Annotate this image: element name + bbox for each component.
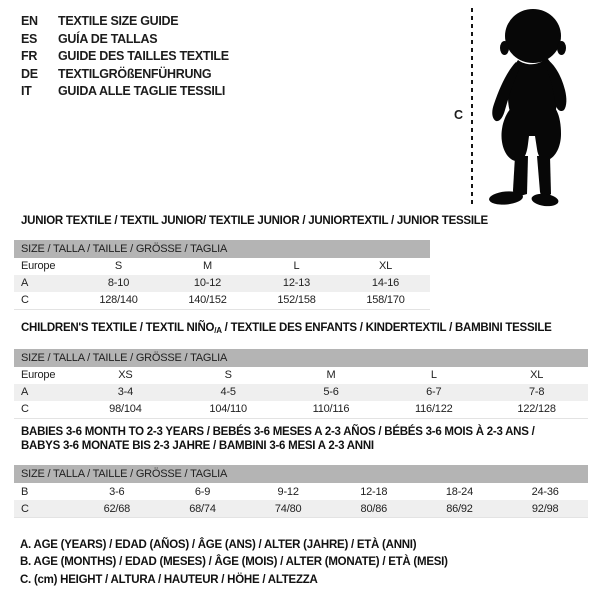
size-cell: 62/68 — [74, 500, 160, 518]
size-cell: 122/128 — [517, 403, 556, 415]
toddler-right-foot — [531, 192, 559, 207]
size-cell: XL — [530, 369, 544, 381]
size-cell: L — [293, 260, 300, 272]
toddler-right-leg — [537, 156, 551, 198]
size-cell: S — [114, 260, 123, 272]
legend-line-b: B. AGE (MONTHS) / EDAD (MESES) / ÂGE (MOIS) / ALTER (MONATE) / ETÀ (MESI) — [20, 556, 448, 569]
children-size-table — [14, 349, 588, 419]
children-title-part: CHILDREN'S TEXTILE / TEXTIL NIÑO — [21, 322, 215, 334]
table-row — [14, 401, 588, 419]
size-cell: 12-18 — [360, 485, 388, 498]
children-section — [14, 322, 588, 419]
language-code: FR — [21, 49, 38, 64]
size-cell: 86/92 — [417, 500, 503, 518]
size-cell: 12-13 — [252, 275, 341, 292]
size-header-row — [14, 465, 588, 483]
babies-title-line: BABYS 3-6 MONATE BIS 2-3 JAHRE / BAMBINI 3-6 MESI A 2-3 ANNI — [21, 439, 374, 452]
size-cell: 5-6 — [280, 384, 383, 401]
size-cell: 18-24 — [445, 485, 474, 498]
size-cell: 92/98 — [502, 500, 588, 518]
size-cell: M — [326, 369, 336, 381]
size-cell: 110/116 — [312, 403, 350, 415]
size-cell: 98/104 — [109, 403, 142, 415]
language-code: EN — [21, 14, 38, 28]
children-table-title — [21, 322, 588, 338]
size-cell: 10-12 — [163, 275, 252, 292]
toddler-left-leg — [513, 156, 528, 196]
language-title-list — [21, 13, 229, 101]
row-label: B — [21, 485, 29, 498]
size-cell: 24-36 — [531, 485, 559, 498]
junior-size-table — [14, 240, 430, 310]
language-title: TEXTILE SIZE GUIDE — [58, 14, 179, 28]
size-cell: 8-10 — [74, 275, 163, 292]
language-code: DE — [21, 66, 38, 81]
size-header-cell: SIZE / TALLA / TAILLE / GRÖSSE / TAGLIA — [14, 240, 430, 258]
toddler-silhouette — [482, 8, 574, 208]
legend — [20, 537, 448, 589]
language-title: GUIDE DES TAILLES TEXTILE — [58, 49, 229, 64]
size-cell: 158/170 — [366, 294, 405, 306]
table-row — [14, 258, 430, 275]
size-cell: 104/110 — [209, 403, 247, 415]
babies-size-table — [14, 465, 588, 518]
children-title-part: / TEXTILE DES ENFANTS / KINDERTEXTIL / BAMBINI TESSILE — [221, 322, 552, 334]
children-title-subscript: /A — [214, 326, 222, 335]
toddler-shorts — [501, 108, 561, 161]
babies-section — [14, 426, 588, 518]
size-cell: 6-7 — [382, 384, 485, 401]
table-row — [14, 275, 430, 292]
size-cell: 74/80 — [245, 500, 331, 518]
size-cell: 152/158 — [277, 294, 316, 306]
row-label: A — [14, 384, 74, 401]
row-label: A — [14, 275, 74, 292]
toddler-head — [505, 9, 561, 63]
size-cell: 3-4 — [74, 384, 177, 401]
row-label: Europe — [21, 260, 56, 272]
size-cell: 4-5 — [177, 384, 280, 401]
table-row — [14, 483, 588, 500]
size-cell: 140/152 — [188, 294, 227, 306]
size-cell: 14-16 — [341, 275, 430, 292]
table-row — [14, 292, 430, 310]
size-cell: 3-6 — [109, 485, 125, 498]
junior-section — [14, 215, 488, 310]
language-row — [21, 48, 229, 66]
junior-table-title: JUNIOR TEXTILE / TEXTIL JUNIOR/ TEXTILE JUNIOR / JUNIORTEXTIL / JUNIOR TESSILE — [21, 215, 488, 227]
size-header-row — [14, 240, 430, 258]
language-code: ES — [21, 31, 38, 46]
babies-title-line: BABIES 3-6 MONTH TO 2-3 YEARS / BEBÉS 3-6 MESES A 2-3 AÑOS / BÉBÉS 3-6 MOIS À 2-3 ANS / — [21, 426, 535, 438]
language-title: GUÍA DE TALLAS — [58, 31, 158, 46]
table-row — [14, 367, 588, 384]
size-header-cell: SIZE / TALLA / TAILLE / GRÖSSE / TAGLIA — [14, 349, 588, 367]
language-title: GUIDA ALLE TAGLIE TESSILI — [58, 84, 226, 99]
table-row — [14, 500, 588, 518]
row-label: C — [21, 294, 29, 306]
size-header-cell: SIZE / TALLA / TAILLE / GRÖSSE / TAGLIA — [14, 465, 588, 483]
size-cell: 128/140 — [99, 294, 138, 306]
height-measure-dashed-line — [471, 8, 473, 206]
toddler-left-ear — [500, 41, 509, 55]
language-row — [21, 66, 229, 84]
legend-line-a: A. AGE (YEARS) / EDAD (AÑOS) / ÂGE (ANS) / ALTER (JAHRE) / ETÀ (ANNI) — [20, 539, 417, 551]
language-row — [21, 13, 229, 31]
legend-line-c: C. (cm) HEIGHT / ALTURA / HAUTEUR / HÖHE / ALTEZZA — [20, 573, 318, 586]
size-cell: 80/86 — [331, 500, 417, 518]
table-row — [14, 384, 588, 401]
size-cell: 7-8 — [485, 384, 588, 401]
toddler-right-ear — [557, 41, 566, 55]
language-row — [21, 83, 229, 101]
language-title: TEXTILGRÖßENFÜHRUNG — [58, 66, 212, 81]
row-label: Europe — [21, 369, 56, 381]
height-measure-label: C — [454, 108, 464, 122]
row-label: C — [14, 500, 74, 518]
size-cell: XL — [378, 260, 393, 272]
language-row — [21, 31, 229, 49]
babies-table-title — [21, 426, 588, 453]
size-cell: S — [224, 369, 232, 381]
size-cell: M — [203, 260, 212, 272]
size-header-row — [14, 349, 588, 367]
size-cell: 68/74 — [160, 500, 246, 518]
language-code: IT — [21, 84, 32, 99]
size-cell: L — [430, 369, 437, 381]
size-cell: XS — [118, 369, 133, 381]
row-label: C — [21, 403, 29, 415]
size-cell: 116/122 — [415, 403, 453, 415]
size-cell: 9-12 — [277, 485, 299, 498]
size-cell: 6-9 — [194, 485, 211, 498]
